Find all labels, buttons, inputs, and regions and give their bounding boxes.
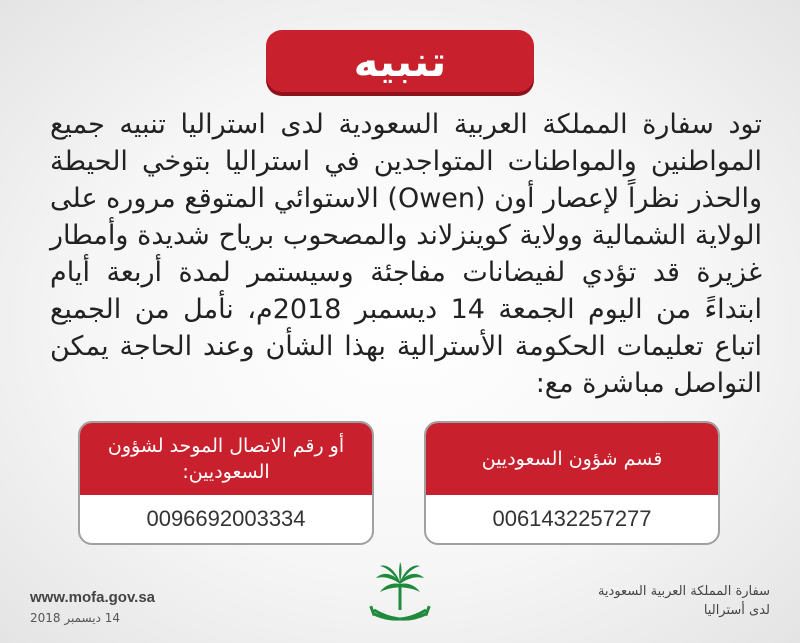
embassy-name: سفارة المملكة العربية السعودية — [597, 584, 770, 599]
contact-card-label: أو رقم الاتصال الموحد لشؤون السعوديين: — [80, 423, 372, 495]
contact-card-number: 0096692003334 — [146, 506, 306, 531]
alert-title: تنبيه — [353, 36, 447, 86]
embassy-location: لدى أستراليا — [703, 603, 770, 618]
palm-and-swords-icon — [364, 560, 436, 632]
embassy-signature — [598, 582, 770, 620]
contact-card-number: 0061432257277 — [492, 506, 652, 531]
contact-card-saudi-affairs — [424, 421, 720, 545]
alert-title-badge — [266, 30, 534, 92]
ministry-website-link[interactable]: www.mofa.gov.sa — [30, 589, 156, 606]
publish-date: 14 ديسمبر 2018 — [30, 611, 121, 625]
contact-card-unified-number — [78, 421, 374, 545]
contact-card-label: قسم شؤون السعوديين — [426, 423, 718, 495]
alert-body-text: تود سفارة المملكة العربية السعودية لدى استراليا تنبيه جميع المواطنين والمواطنات المتواجدين في استراليا بتوخي الحيطة والحذر نظراً لإعصار أون (Owen) الاستوائي المتوقع مروره على الولاية الشمالية وولاية كوينزلاند والمصحوب برياح شديدة وأمطار غزيرة قد تؤدي لفيضانات مفاجئة وسيستمر لمدة أربعة أيام ابتداءً من اليوم الجمعة 14 ديسمبر 2018م، نأمل من الجميع اتباع تعليمات الحكومة الأسترالية بهذا الشأن وعند الحاجة يمكن التواصل مباشرة مع: — [50, 109, 763, 399]
